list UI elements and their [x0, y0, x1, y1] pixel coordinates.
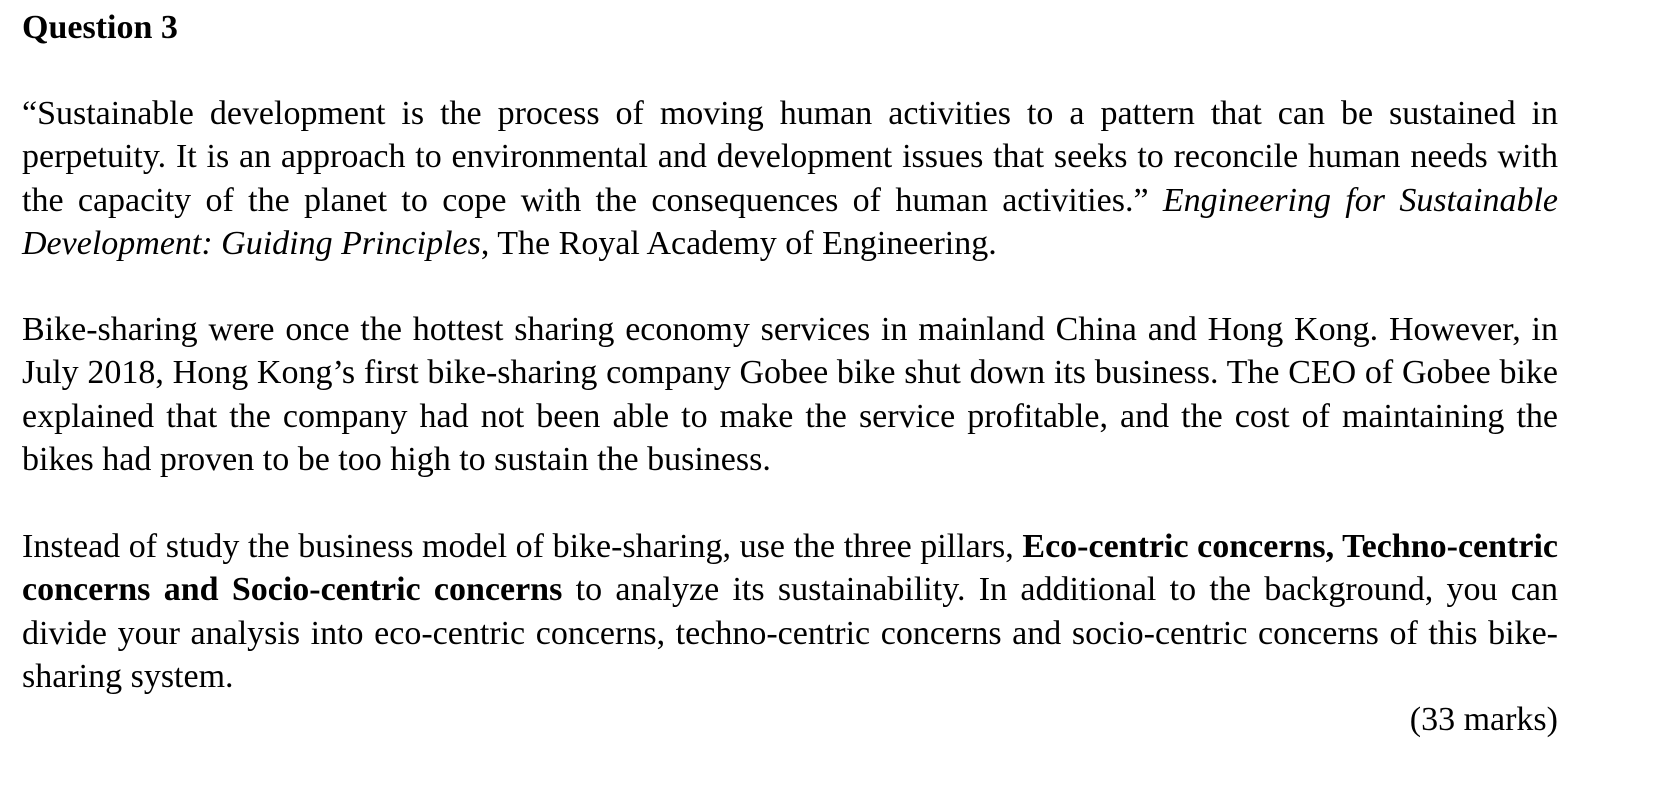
- task-paragraph: [22, 525, 1558, 698]
- quote-source-org: , The Royal Academy of Engineering.: [480, 224, 997, 262]
- question-heading: Question 3: [22, 9, 178, 46]
- task-intro: Instead of study the business model of bike-sharing, use the three pillars,: [22, 528, 1023, 565]
- quote-source-title: Engineering for Sustainable Development: Guiding Principles: [22, 181, 1558, 262]
- task-rest: to analyze its sustainability. In additional to the background, you can divide your analysis into eco-centric concerns, techno-centric concerns and socio-centric concerns of this bike-sharing system.: [22, 571, 1558, 695]
- quote-paragraph: [22, 92, 1558, 265]
- marks-label: (33 marks): [1409, 701, 1558, 738]
- three-pillars: Eco-centric concerns, Techno-centric concerns and Socio-centric concerns: [22, 528, 1558, 609]
- sustainability-quote: “Sustainable development is the process of moving human activities to a pattern that can be sustained in perpetuity. It is an approach to environmental and development issues that seeks to reconcile human needs with the capacity of the planet to cope with the consequences of human activities.”: [22, 95, 1558, 219]
- background-paragraph: Bike-sharing were once the hottest sharing economy services in mainland China and Hong Kong. However, in July 2018, Hong Kong’s first bike-sharing company Gobee bike shut down its business. The CEO of Gobee bike explained that the company had not been able to make the service profitable, and the cost of maintaining the bikes had proven to be too high to sustain the business.: [22, 311, 1558, 478]
